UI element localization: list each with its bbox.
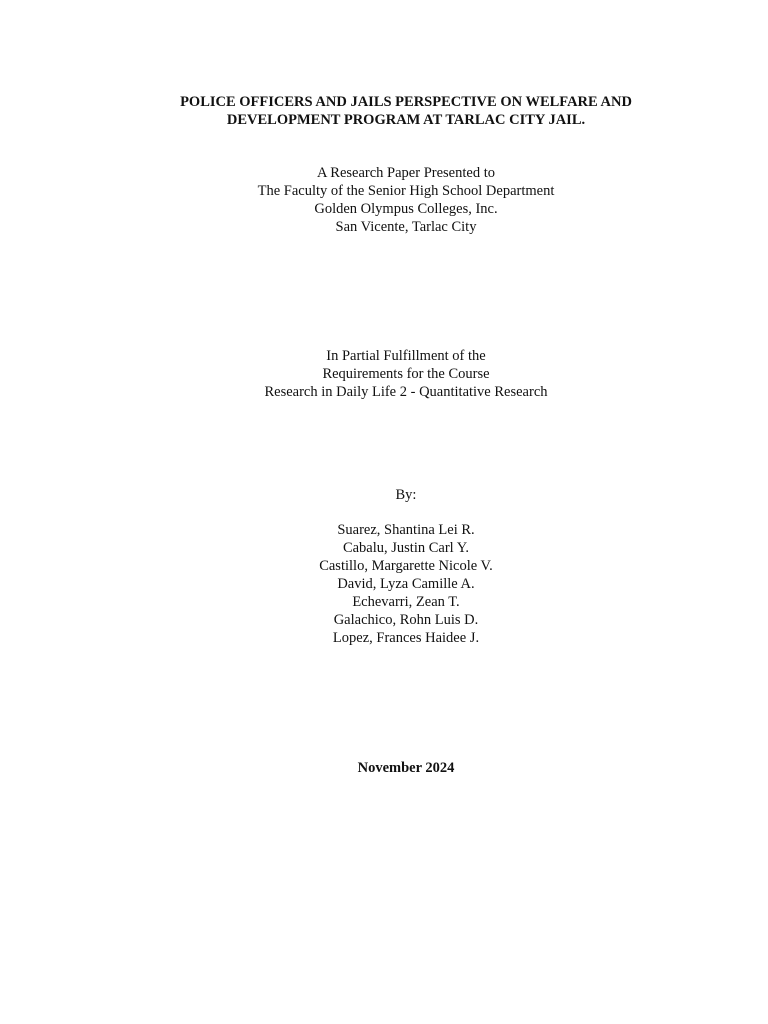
author-1: Suarez, Shantina Lei R.: [337, 522, 475, 538]
author-7: Lopez, Frances Haidee J.: [332, 630, 480, 646]
author-6: Galachico, Rohn Luis D.: [333, 612, 479, 628]
title-line-1: POLICE OFFICERS AND JAILS PERSPECTIVE ON WELFARE AND: [180, 94, 632, 110]
presented-line-1: A Research Paper Presented to: [317, 165, 495, 181]
title-line-2: DEVELOPMENT PROGRAM AT TARLAC CITY JAIL.: [226, 112, 586, 128]
fulfillment-line-3: Research in Daily Life 2 - Quantitative Research: [264, 384, 548, 400]
author-2: Cabalu, Justin Carl Y.: [342, 540, 470, 556]
by-label: By:: [395, 487, 417, 503]
presented-line-3: Golden Olympus Colleges, Inc.: [314, 201, 498, 217]
author-5: Echevarri, Zean T.: [352, 594, 460, 610]
date: November 2024: [357, 760, 455, 776]
author-4: David, Lyza Camille A.: [337, 576, 475, 592]
presented-line-2: The Faculty of the Senior High School Department: [257, 183, 555, 199]
fulfillment-line-1: In Partial Fulfillment of the: [326, 348, 486, 364]
presented-line-4: San Vicente, Tarlac City: [335, 219, 477, 235]
fulfillment-line-2: Requirements for the Course: [322, 366, 490, 382]
author-3: Castillo, Margarette Nicole V.: [319, 558, 493, 574]
